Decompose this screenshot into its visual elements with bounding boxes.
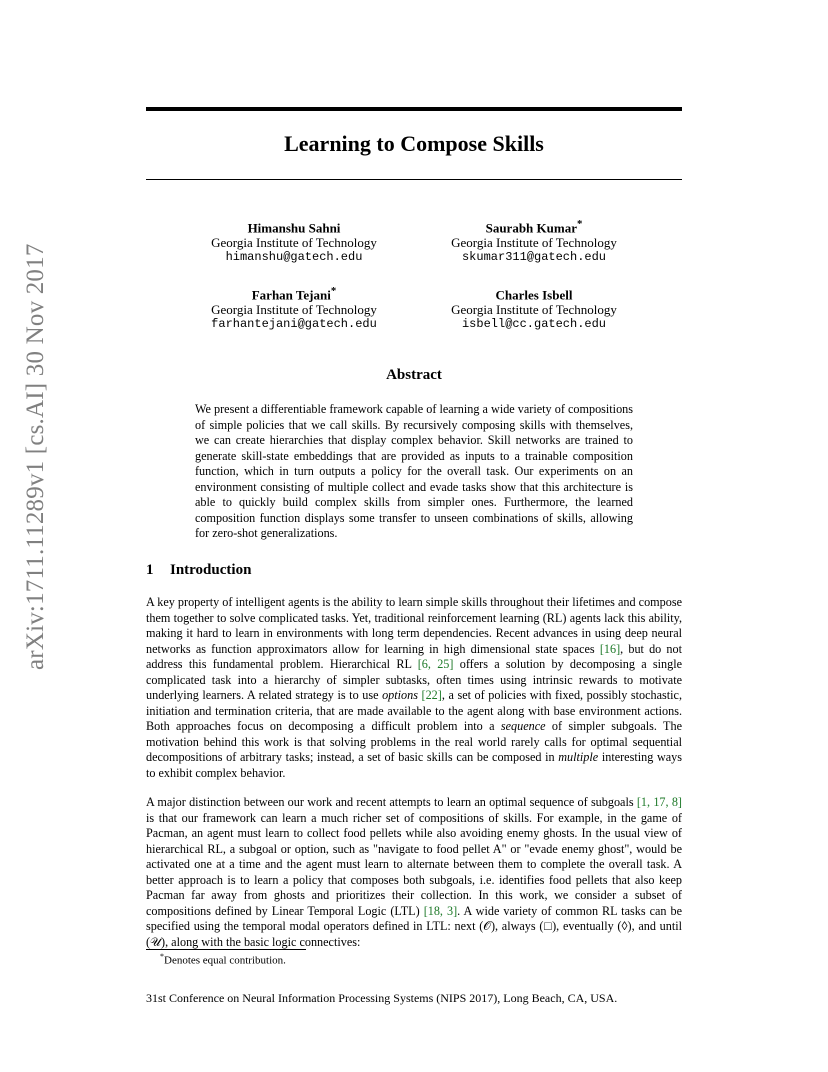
author-email: farhantejani@gatech.edu [211, 317, 377, 332]
footnote: *Denotes equal contribution. [160, 952, 286, 967]
paper-title: Learning to Compose Skills [284, 131, 544, 156]
author-affiliation: Georgia Institute of Technology [451, 302, 617, 318]
emphasis-text: sequence [500, 719, 546, 733]
citation-link[interactable]: [18, 3] [423, 903, 458, 918]
author-block [164, 284, 424, 332]
conference-note: 31st Conference on Neural Information Processing Systems (NIPS 2017), Long Beach, CA, USA. [146, 991, 618, 1005]
abstract-text: We present a differentiable framework capable of learning a wide variety of compositions of simple policies that we call skills. By recursively composing skills with themselves, we can create hierarchies that display complex behavior. Skill networks are trained to generate skill-state embeddings that are provided as inputs to a trainable composition function, which in turn outputs a policy for the overall task. Our experiments on an environment consisting of multiple collect and evade tasks show that this architecture is able to quickly build complex skills from simpler ones. Furthermore, the learned composition function displays some transfer to unseen combinations of skills, allowing for zero-shot generalizations. [195, 402, 633, 540]
author-name: Himanshu Sahni [247, 220, 341, 236]
abstract-heading: Abstract [386, 367, 442, 383]
author-affiliation: Georgia Institute of Technology [451, 235, 617, 251]
citation-link[interactable]: [1, 17, 8] [636, 795, 682, 809]
author-email: himanshu@gatech.edu [225, 250, 363, 265]
intro-paragraph-2: A major distinction between our work and recent attempts to learn an optimal sequence of subgoals [1, 17, 8] is that our framework can learn a much richer set of compositions of skills. For example, in the game of Pacman, an agent must learn to collect food pellets while also avoiding enemy ghosts. In the usual view of hierarchical RL, a subgoal or option, such as "navigate to food pellet A" or "evade enemy ghost", would be activated one at a time and the agent must learn to alternate between them to complete the overall task. A better approach is to learn a policy that composes both subgoals, i.e. identifies food pellets that also keep Pacman far away from ghosts and prioritizes their collection. In this work, we consider a subset of compositions defined by Linear Temporal Logic (LTL) [18, 3]. A wide variety of common RL tasks can be specified using the temporal modal operators defined in LTL: next (𝒪), always (□), eventually (◊), and until (𝒰), along with the basic logic connectives: [146, 795, 682, 949]
title-bottom-rule [146, 179, 682, 180]
citation-link[interactable]: [16] [599, 641, 621, 656]
section-number: 1 [146, 562, 154, 578]
intro-paragraph-1: A key property of intelligent agents is the ability to learn simple skills throughout their lifetimes and compose them together to solve complicated tasks. Yet, traditional reinforcement learning (RL) agents lack this ability, making it hard to learn in environments with long term dependencies. Recent advances in using deep neural networks as function approximators allow for learning in high dimensional state spaces [16], but do not address this fundamental problem. Hierarchical RL [6, 25] offers a solution by decomposing a single complicated task into a hierarchy of simpler subtasks, often times using intrinsic rewards to motivate underlying learners. A related strategy is to use options [22], a set of policies with fixed, possibly stochastic, initiation and termination criteria, that are made available to the agent along with base environment actions. Both approaches focus on decomposing a difficult problem into a sequence of simpler subgoals. The motivation behind this work is that solving problems in the real world rarely calls for optimal sequential decompositions of arbitrary tasks; instead, a set of basic skills can be composed in multiple interesting ways to exhibit complex behavior. [146, 595, 683, 780]
emphasis-text: multiple [558, 750, 599, 764]
title-top-rule [146, 107, 682, 111]
author-block [404, 217, 664, 265]
section-title: Introduction [170, 562, 252, 578]
footnote-rule [146, 949, 306, 950]
emphasis-text: options [382, 688, 418, 702]
author-name: Farhan Tejani* [251, 285, 337, 303]
author-email: skumar311@gatech.edu [461, 250, 607, 265]
section-heading [146, 562, 251, 579]
author-block [404, 284, 664, 332]
author-name: Charles Isbell [495, 287, 573, 303]
author-affiliation: Georgia Institute of Technology [211, 235, 377, 251]
author-affiliation: Georgia Institute of Technology [211, 302, 377, 318]
arxiv-id-label: arXiv:1711.11289v1 [cs.AI] 30 Nov 2017 [22, 243, 49, 670]
author-email: isbell@cc.gatech.edu [461, 317, 607, 332]
author-block [164, 217, 424, 265]
citation-link[interactable]: [22] [421, 688, 442, 702]
citation-link[interactable]: [6, 25] [417, 657, 454, 671]
arxiv-side-stamp [22, 243, 52, 670]
author-name: Saurabh Kumar* [485, 218, 583, 236]
